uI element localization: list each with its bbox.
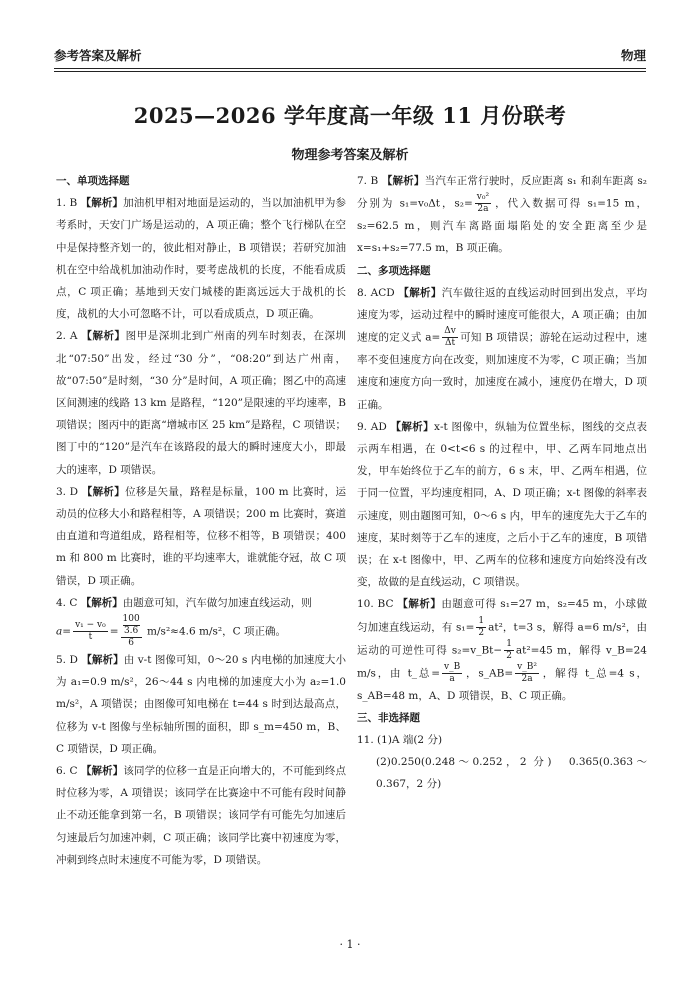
answer-lead: 10. BC — [357, 598, 394, 611]
header-rule-thin — [54, 71, 646, 72]
section-heading-multi-choice: 二、多项选择题 — [357, 264, 431, 277]
fraction-denominator: Δt — [444, 338, 456, 349]
answer-text-cont: ，s_AB= — [464, 667, 514, 680]
formula-equals: = — [109, 625, 119, 638]
answer-text-cont: ，解得 t_总=4 s，s_AB=48 m，A、D 项错误，B、C 项正确。 — [357, 667, 647, 702]
analysis-tag: 【解析】 — [381, 175, 425, 187]
analysis-tag: 【解析】 — [81, 330, 126, 343]
fraction-denominator: t — [88, 632, 93, 643]
answer-item-9 — [357, 416, 647, 594]
answer-text: (2)0.250(0.248～0.252，2 分) 0.365(0.363～0.367，2 分) — [376, 756, 647, 791]
fraction-denominator: 2 — [506, 650, 512, 661]
header-rule — [54, 68, 646, 69]
answer-item-4 — [56, 592, 346, 649]
fraction-numerator: 1 — [478, 615, 485, 626]
fraction-numerator: v₁ − v₀ — [75, 620, 106, 631]
answer-item-5 — [56, 649, 346, 760]
answer-text: 位移是矢量，路程是标量，100 m 比赛时，运动员的位移大小和路程相等，A 项错误；200 m 比赛时，赛道由直道和弯道组成，路程相等，位移不相等，B 项错误；400 m 和 800 m 比赛时，谁的平均速率大，谁就能夺冠，故 C 项错误，D 项正确。 — [56, 485, 347, 587]
inner-denominator: 3.6 — [123, 626, 139, 637]
fraction-numerator: v_B² — [517, 661, 537, 672]
analysis-tag: 【解析】 — [397, 598, 442, 611]
header-left-label: 参考答案及解析 — [54, 48, 142, 63]
fraction-denominator: 2a — [477, 204, 489, 215]
answer-item-1 — [56, 192, 346, 325]
fraction-denominator: 2a — [521, 673, 533, 684]
answer-text: 由题意可得 s₁=27 m，s₂=45 m，小球做匀加速直线运动，有 s₁= — [357, 598, 647, 634]
fraction-numerator: 1 — [506, 638, 512, 649]
answer-item-11 — [357, 729, 647, 796]
analysis-tag: 【解析】 — [81, 654, 124, 667]
left-column — [56, 170, 346, 871]
fraction-numerator — [121, 614, 142, 638]
answer-item-10 — [357, 593, 647, 706]
formula-tail: m/s²≈4.6 m/s²，C 项正确。 — [143, 625, 286, 638]
answer-item-3 — [56, 481, 346, 592]
answer-lead: 9. AD — [357, 420, 387, 433]
answer-lead: 2. A — [56, 330, 78, 343]
formula-compound-fraction — [121, 614, 142, 649]
answer-text: 由题意可知，汽车做匀加速直线运动，则 — [122, 596, 312, 609]
analysis-tag: 【解析】 — [80, 765, 124, 778]
answer-lead: 3. D — [56, 485, 79, 498]
answer-lead: 5. D — [56, 654, 78, 667]
answer-text: 该同学的位移一直是正向增大的，不可能到终点时位移为零，A 项错误；该同学在比赛途中不可能有段时间静止不动还能拿到第一名，B 项错误；该同学有可能先匀加速后匀速最后匀加速冲刺，C 项正确；该同学比赛中初速度为零，冲刺到终点时末速度不可能为零，D 项错误。 — [56, 765, 347, 866]
answer-text: 汽车做往返的直线运动时回到出发点，平均速度为零，运动过程中的瞬时速度可能很大，A 项正确；由加速度的定义式 a= — [357, 286, 647, 344]
section-heading-single-choice: 一、单项选择题 — [56, 175, 130, 187]
formula-fraction — [476, 616, 486, 639]
fraction-denominator: a — [449, 673, 455, 684]
answer-lead: 11. (1)A 端(2 分) — [357, 734, 443, 747]
page-number: · 1 · — [339, 938, 361, 951]
fraction-numerator: Δv — [444, 326, 456, 337]
answer-text: x‑t 图像中，纵轴为位置坐标，图线的交点表示两车相遇，在 0<t<6 s 的过程中，甲、乙两车同地点出发，甲车始终位于乙车的前方，6 s 末，甲、乙两车相遇，位于同一位置，平均速度相同，A、D 项正确；x‑t 图像的斜率表示速度，则由题图可知，0～6 s 内，甲车的速度先大于乙车的速度，某时刻等于乙车的速度，之后小于乙车的速度，B 项错误；在 x‑t 图像中，甲、乙两车的位移和速度方向始终没有改变，故做的是直线运动，C 项错误。 — [357, 420, 648, 589]
answer-text-cont: at²，t=3 s，解得 a=6 m/s²，由运动的可逆性可得 s₂=v_Bt− — [357, 621, 648, 657]
inner-numerator: 100 — [122, 614, 140, 625]
analysis-tag: 【解析】 — [80, 197, 124, 210]
section-heading-non-choice: 三、非选择题 — [357, 711, 420, 724]
answer-lead: 8. ACD — [357, 286, 395, 299]
header-subject-label: 物理 — [620, 48, 646, 63]
analysis-tag: 【解析】 — [390, 420, 435, 433]
answer-text-cont: at²=45 m，解得 v_B=24 m/s，由 t_总= — [357, 644, 647, 680]
answer-lead: 1. B — [56, 197, 78, 210]
analysis-tag: 【解析】 — [80, 596, 123, 609]
exam-title: 2025—2026 学年度高一年级 11 月份联考 — [133, 103, 567, 128]
formula-symbol: a= — [56, 625, 72, 638]
inner-fraction — [123, 614, 140, 637]
fraction-numerator: v₀² — [476, 192, 490, 203]
answer-text: 加油机甲相对地面是运动的，当以加油机甲为参考系时，天安门广场是运动的，A 项正确；整个飞行梯队在空中是保持整齐划一的，彼此相对静止，B 项错误；若研究加油机在空中给战机加油动作时，要考虑战机的长度，不能看成质点，C 项正确；基地到天安门城楼的距离远远大于战机的长度，战机的大小可忽略不计，可以看成质点，D 项正确。 — [56, 197, 347, 321]
answer-item-7 — [357, 170, 647, 260]
answer-text: 图甲是深圳北到广州南的列车时刻表，在深圳北“07:50”出发，经过“30 分”，“08:20”到达广州南，故“07:50”是时刻，“30 分”是时间，A 项正确；图乙中的高速区间测速的线路 13 km 是路程，“120”是限速的平均速率，B 项错误；图丙中的距离“增城市区 25 km”是路程，C 项错误；图丁中的“120”是汽车在该路段的最大的瞬时速度大小，即最大的速率，D 项错误。 — [56, 330, 347, 476]
analysis-tag: 【解析】 — [398, 286, 442, 299]
answer-text-cont: 可知 B 项错误；游轮在运动过程中，速率不变但速度方向在改变，则加速度不为零，C 项正确；当加速度和速度方向一致时，加速度在减小，速度仍在增大，D 项正确。 — [357, 331, 647, 411]
fraction-numerator: v_B — [444, 661, 461, 672]
answer-text-cont: ，代入数据可得 s₁=15 m，s₂=62.5 m，则汽车离路面塌陷处的安全距离至少是 x=s₁+s₂=77.5 m，B 项正确。 — [357, 197, 647, 255]
formula-fraction — [442, 662, 462, 685]
right-column — [357, 170, 647, 796]
fraction-denominator: 2 — [478, 627, 485, 638]
answer-lead: 7. B — [357, 175, 379, 187]
answer-lead: 6. C — [56, 765, 78, 778]
answer-lead: 4. C — [56, 596, 78, 609]
fraction-denominator: 6 — [128, 638, 134, 649]
document-subtitle: 物理参考答案及解析 — [291, 148, 409, 163]
answer-item-2 — [56, 325, 346, 480]
answer-item-8 — [357, 282, 647, 416]
formula-fraction — [475, 192, 491, 215]
formula-fraction — [504, 639, 514, 662]
answer-text: 由 v‑t 图像可知，0～20 s 内电梯的加速度大小为 a₁=0.9 m/s²，26～44 s 内电梯的加速度大小为 a₂=1.0 m/s²，A 项错误；由图像可知电梯在 t=44 s 时到达最高点，位移为 v‑t 图像与坐标轴所围的面积，即 s_m=450 m，B、C 项错误，D 项正确。 — [56, 654, 347, 755]
formula-fraction — [442, 326, 458, 349]
formula-fraction — [73, 620, 108, 643]
answer-text: 当汽车正常行驶时，反应距离 s₁ 和刹车距离 s₂ 分别为 s₁=v₀Δt，s₂= — [357, 175, 648, 210]
page-header — [54, 46, 646, 68]
formula-fraction — [515, 662, 539, 685]
answer-item-6 — [56, 760, 346, 871]
analysis-tag: 【解析】 — [81, 485, 126, 498]
